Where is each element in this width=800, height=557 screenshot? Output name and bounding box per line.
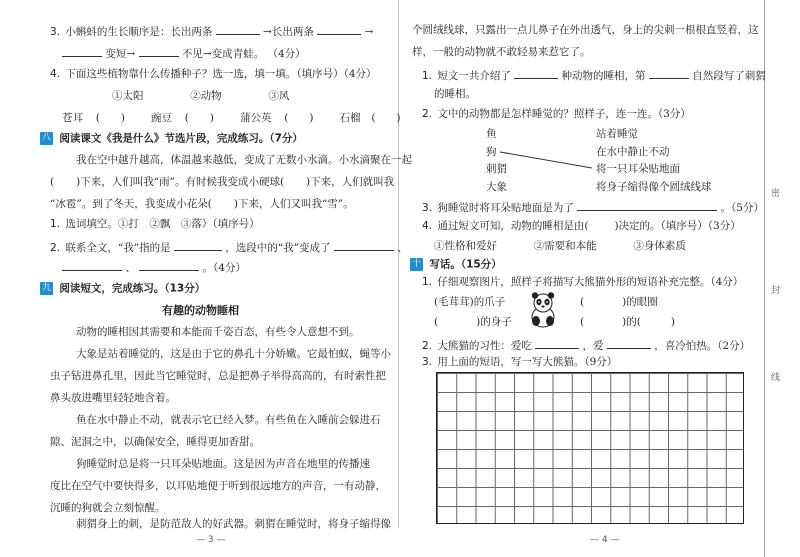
story-title: 有趣的动物睡相 xyxy=(162,304,239,317)
page-number: — 3 — xyxy=(196,535,226,545)
match-left-item[interactable]: 刺猬 xyxy=(486,163,507,175)
p4-q4: 4. 通过短文可知，动物的睡相是由( )决定的。（填序号）（3分） xyxy=(422,220,741,232)
p4-q1: 1. 短文一共介绍了 种动物的睡相，第 自然段写了刺猬 xyxy=(422,70,766,82)
writing-grid[interactable] xyxy=(436,372,744,524)
answer-blank[interactable] xyxy=(535,338,579,349)
story-line: 度比在空气中要快得多，以耳贴地便于听到很远地方的声音，一有动静， xyxy=(50,480,386,492)
q3-line1: 3. 小蝌蚪的生长顺序是：长出两条 →长出两条 → xyxy=(50,26,374,38)
passage-line: 我在空中越升越高，体温越来越低，变成了无数小水滴。小水滴聚在一起 xyxy=(76,154,412,166)
page-number: — 4 — xyxy=(590,535,620,545)
story-line: 狗睡觉时总是将一只耳朵贴地面。这是因为声音在地里的传播速 xyxy=(76,458,370,470)
passage-line: ( )下来，人们叫我“雨”。有时候我变成小硬球( )下来，人们就叫我 xyxy=(50,176,395,188)
match-left-item[interactable]: 狗 xyxy=(486,146,497,158)
section-badge: 八 xyxy=(41,133,51,143)
p4-q3: 3. 狗睡觉时将耳朵贴地面是为了 。（5分） xyxy=(422,202,764,214)
answer-paren[interactable]: ( ) xyxy=(371,112,401,124)
section-badge: 十 xyxy=(411,259,421,269)
story-line: 鱼在水中静止不动，就表示它已经入梦。有些鱼在入睡前会躲进石 xyxy=(76,414,381,426)
q4-plants: 苍耳 ( ) 豌豆 ( ) 蒲公英 ( ) 石榴 ( ) xyxy=(62,112,408,125)
q4-options: ①太阳 ②动物 ③风 xyxy=(112,90,290,102)
binding-char: 密 xyxy=(769,188,779,197)
s10-row2: ( )的身子 xyxy=(434,316,512,328)
passage-line: 个圆绒线球，只露出一点儿鼻子在外出透气，身上的尖刺一根根直竖着，这 xyxy=(412,24,759,36)
story-line: 动物的睡相因其需要和本能而千姿百态，有些令人意想不到。 xyxy=(76,326,360,338)
s10-q1: 1. 仔细观察图片，照样子将描写大熊猫外形的短语补充完整。（4分） xyxy=(422,276,744,288)
section-10-header: 十 写话。（15分） xyxy=(411,258,502,271)
section-9-header: 九 阅读短文，完成练习。（13分） xyxy=(41,282,206,295)
answer-paren[interactable]: ( ) xyxy=(284,112,314,124)
s10-q3: 3. 用上面的短语，写一写大熊猫。（9分） xyxy=(422,356,618,368)
match-right-item[interactable]: 站着睡觉 xyxy=(596,128,638,140)
s10-row1: (毛茸茸)的爪子 xyxy=(434,296,506,308)
p4-q4-options: ①性格和爱好 ②需要和本能 ③身体素质 xyxy=(434,240,686,252)
match-right-item[interactable]: 将一只耳朵贴地面 xyxy=(596,163,680,175)
match-left-item[interactable]: 大象 xyxy=(486,181,507,193)
match-right-item[interactable]: 将身子缩得像个圆绒线球 xyxy=(596,181,712,193)
passage-line: “冰雹”。到了冬天，我变成小花朵( )下来，人们又叫我“雪”。 xyxy=(50,198,354,210)
story-line: 虫子钻进鼻孔里，因此当它睡觉时，总是把鼻子举得高高的，有时索性把 xyxy=(50,370,386,382)
panda-illustration xyxy=(526,291,560,329)
story-line: 刺猬身上的刺，是防范敌人的好武器。刺猬在睡觉时，将身子缩得像 xyxy=(76,518,391,530)
s10-row1-right: ( )的眼圈 xyxy=(580,296,658,308)
section-badge: 九 xyxy=(41,283,51,293)
answer-paren[interactable]: ( ) xyxy=(184,112,214,124)
p4-q1-cont: 的睡相。 xyxy=(434,88,476,100)
match-left-item[interactable]: 鱼 xyxy=(486,128,497,140)
story-line: 沉睡的狗就会立刻惊醒。 xyxy=(50,502,166,514)
binding-char: 线 xyxy=(769,372,779,381)
passage-line: 样，一般的动物就不敢轻易来惹它了。 xyxy=(412,46,591,58)
section-8-header: 八 阅读课文《我是什么》节选片段，完成练习。（7分） xyxy=(41,132,303,145)
match-right-item[interactable]: 在水中静止不动 xyxy=(596,146,670,158)
story-line: 大象是站着睡觉的，这是由于它的鼻孔十分娇嫩。它最怕蚁，蝇等小 xyxy=(76,348,391,360)
q4-title: 4. 下面这些植物靠什么传播种子？选一选，填一填。（填序号）（4分） xyxy=(50,68,377,80)
answer-blank[interactable] xyxy=(577,200,717,211)
s8-q2: 2. 联系全文，“我”指的是 ，选段中的“我”变成了 、 xyxy=(50,242,408,254)
story-line: 隙、泥洞之中，以确保安全，睡得更加香甜。 xyxy=(50,436,260,448)
q3-line2: 变短→ 不见→变成青蛙。 （4分） xyxy=(62,46,306,61)
binding-char: 封 xyxy=(769,285,779,294)
story-line: 鼻头放进嘴里轻轻地含着。 xyxy=(50,392,176,404)
p4-q2: 2. 文中的动物都是怎样睡觉的？照样子，连一连。（3分） xyxy=(422,108,691,120)
s10-row2-right: ( )的( ) xyxy=(580,316,675,328)
answer-blank[interactable] xyxy=(607,338,651,349)
s8-q1: 1. 选词填空。①打 ②飘 ③落）（填序号） xyxy=(50,218,260,230)
answer-paren[interactable]: ( ) xyxy=(95,112,125,124)
s8-q2-cont: 、 。（4分） xyxy=(62,260,246,275)
s10-q2: 2. 大熊猫的习性：爱吃 ，爱 ，喜冷怕热。（2分） xyxy=(422,340,751,352)
